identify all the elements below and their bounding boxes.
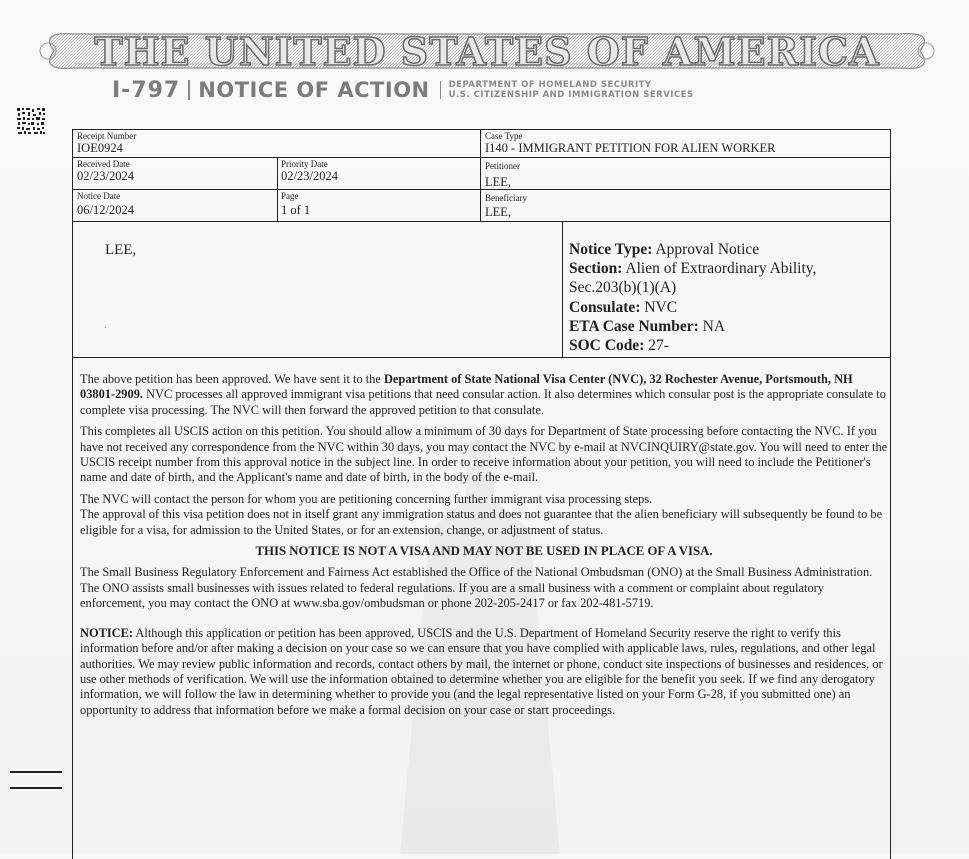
eta-value: NA <box>702 317 726 335</box>
soc-label: SOC Code: <box>569 337 645 355</box>
grid-line <box>72 221 891 222</box>
margin-mark <box>10 787 62 789</box>
barcode-icon <box>16 107 46 135</box>
section-label: Section: <box>569 260 623 278</box>
paragraph-notice <box>80 626 888 718</box>
page-field <box>281 190 310 217</box>
banner-title: THE UNITED STATES OF AMERICA <box>94 28 880 74</box>
margin-mark <box>10 771 62 773</box>
not-a-visa-warning: THIS NOTICE IS NOT A VISA AND MAY NOT BE USED IN PLACE OF A VISA. <box>255 544 713 559</box>
addressee-name: LEE, <box>105 242 137 258</box>
notice-type-row <box>569 240 869 259</box>
department-block <box>449 80 694 100</box>
divider <box>440 81 441 99</box>
soc-value: 27- <box>648 337 669 355</box>
case-type-value: I140 - IMMIGRANT PETITION FOR ALIEN WORKER <box>485 141 776 155</box>
beneficiary-field <box>485 192 527 219</box>
paragraph-approval <box>80 372 888 418</box>
priority-date-value: 02/23/2024 <box>281 169 338 183</box>
grid-line <box>72 157 891 158</box>
section-value: Alien of Extraordinary Ability, Sec.203(b)(1)(A) <box>569 260 817 297</box>
received-date-field <box>77 158 134 183</box>
priority-date-label: Priority Date <box>281 159 328 169</box>
approval-text-cont: NVC processes all approved immigrant visa petitions that need consular action. It also determines which consular post is the appropriate consulate to complete visa processing. The NVC will then forward the approved petition to that consulate. <box>80 387 886 417</box>
banner <box>34 26 940 76</box>
received-date-label: Received Date <box>77 159 130 169</box>
notice-text: Although this application or petition has been approved, USCIS and the U.S. Department of Homeland Security reserve the right to verify this information before and/or after making a decision on your case so we can ensure that you have complied with applicable laws, rules, regulations, and other legal authorities. We may review public information and records, contact others by mail, the internet or phone, conduct site inspections of businesses and residences, or use other methods of verification. We will use the information obtained to determine whether you are eligible for the benefit you seek. If we find any derogatory information, we will follow the law in determining whether to provide you (and the legal representative listed on your Form G-28, if you submitted one) an opportunity to address that information before we make a formal decision on your case or start proceedings. <box>80 625 883 717</box>
receipt-number-field <box>77 130 136 155</box>
receipt-number-label: Receipt Number <box>77 131 137 141</box>
petitioner-value: LEE, <box>485 175 512 189</box>
consulate-label: Consulate: <box>569 298 641 316</box>
grid-line <box>480 129 481 222</box>
grid-line <box>562 221 563 358</box>
approval-text: The above petition has been approved. We have sent it to the <box>80 372 384 386</box>
case-type-field <box>485 130 776 155</box>
notice-date-value: 06/12/2024 <box>77 203 134 217</box>
consulate-value: NVC <box>644 298 678 316</box>
section-row <box>569 259 869 297</box>
eta-row <box>569 317 869 336</box>
grid-line <box>72 357 891 358</box>
nvc-address: Department of State National Visa Center (NVC), 32 Rochester Avenue, Portsmouth, NH 03801-2909. <box>80 372 853 402</box>
priority-date-field <box>281 158 338 183</box>
received-date-value: 02/23/2024 <box>77 169 134 183</box>
paragraph-processing: This completes all USCIS action on this petition. You should allow a minimum of 30 days for Department of State processing before contacting the NVC. If you have not received any correspondence from the NVC within 30 days, you may contact the NVC by e-mail at NVCINQUIRY@state.gov. You will need to enter the USCIS receipt number from this approval notice in the subject line. In order to receive information about your petition, you will need to include the Petitioner's name and date of birth, and the Applicant's name and date of birth, in the body of the e-mail. <box>80 424 888 485</box>
paragraph-ombudsman: The Small Business Regulatory Enforcement and Fairness Act established the Office of the National Ombudsman (ONO) at the Small Business Administration. The ONO assists small businesses with issues related to federal regulations. If you are a small business with a comment or complaint about regulatory enforcement, you may contact the ONO at www.sba.gov/ombudsman or phone 202-205-2417 or fax 202-481-5719. <box>80 565 873 611</box>
grid-line <box>277 157 278 222</box>
eta-label: ETA Case Number: <box>569 317 699 335</box>
notice-label: NOTICE: <box>80 625 134 640</box>
form-number: I-797 <box>112 77 181 103</box>
case-type-label: Case Type <box>485 131 523 141</box>
divider <box>188 80 190 100</box>
department-line-1: DEPARTMENT OF HOMELAND SECURITY <box>448 80 652 90</box>
page-value: 1 of 1 <box>281 203 311 217</box>
paragraph-status: The approval of this visa petition does not in itself grant any immigration status and does not guarantee that the alien beneficiary will subsequently be found to be eligible for a visa, for admission to the United States, or for an extension, change, or adjustment of status. <box>80 507 883 537</box>
petitioner-field <box>485 160 520 189</box>
beneficiary-value: LEE, <box>485 205 512 219</box>
consulate-row <box>569 298 869 317</box>
paragraph-nvc-contact: The NVC will contact the person for whom you are petitioning concerning further immigrant visa processing steps. <box>80 491 653 506</box>
form-title: NOTICE OF ACTION <box>198 78 430 102</box>
receipt-number-value: IOE0924 <box>77 141 123 155</box>
notice-body <box>80 372 888 724</box>
grid-line <box>72 189 891 190</box>
department-line-2: U.S. CITIZENSHIP AND IMMIGRATION SERVICES <box>448 90 694 100</box>
notice-type-value: Approval Notice <box>655 241 760 258</box>
redaction-mark: . <box>104 320 107 331</box>
form-title-line <box>112 76 694 104</box>
page-label: Page <box>281 191 299 201</box>
notice-date-label: Notice Date <box>77 191 121 201</box>
notice-date-field <box>77 190 134 217</box>
notice-info <box>569 240 869 355</box>
soc-row <box>569 336 869 355</box>
petitioner-label: Petitioner <box>485 161 520 171</box>
notice-type-label: Notice Type: <box>569 241 653 258</box>
beneficiary-label: Beneficiary <box>485 193 527 203</box>
